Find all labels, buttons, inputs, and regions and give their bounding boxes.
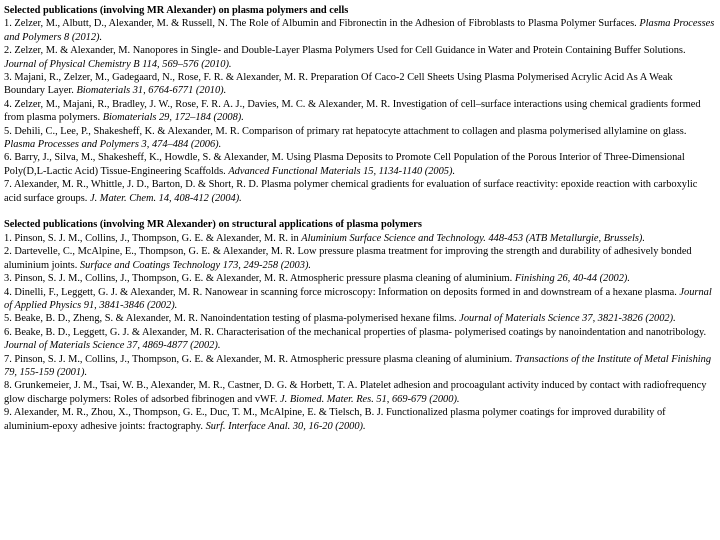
entry-journal: Biomaterials 29, 172–184 (2008). <box>102 112 244 124</box>
entry-journal: Surf. Interface Anal. 30, 16-20 (2000). <box>205 420 366 432</box>
entry-citation: 3. Pinson, S. J. M., Collins, J., Thompson, G. E. & Alexander, M. R. Atmospheric pressure plasma cleaning of aluminium. <box>4 273 515 285</box>
publication-entry <box>4 379 716 406</box>
entry-citation: 2. Zelzer, M. & Alexander, M. Nanopores in Single- and Double-Layer Plasma Polymers Used for Cell Guidance in Water and Protein Containing Buffer Solutions. <box>4 45 686 57</box>
entry-citation: 6. Barry, J., Silva, M., Shakesheff, K., Howdle, S. & Alexander, M. Using Plasma Deposits to Promote Cell Population of the Porous Interior of Three-Dimensional Poly(D,L-Lactic Acid) Tissue-Engineering Scaffolds. <box>4 152 685 177</box>
publication-entry <box>4 245 716 272</box>
publication-entry <box>4 286 716 313</box>
entry-journal: Journal of Materials Science 37, 3821-3826 (2002). <box>459 313 676 325</box>
entry-journal: Transactions of the Institute of Metal Finishing 79, 155-159 (2001). <box>4 353 712 378</box>
entry-citation: 6. Beake, B. D., Leggett, G. J. & Alexander, M. R. Characterisation of the mechanical properties of plasma- polymerised coatings by nanoindentation and nanotribology. <box>4 326 707 338</box>
entry-journal: J. Biomed. Mater. Res. 51, 669-679 (2000). <box>280 393 460 405</box>
entry-journal: J. Mater. Chem. 14, 408-412 (2004). <box>89 192 242 204</box>
section-title: Selected publications (involving MR Alexander) on structural applications of plasma polymers <box>4 219 422 231</box>
publication-entry <box>4 312 716 325</box>
publication-entry <box>4 44 716 71</box>
entry-citation: 4. Dinelli, F., Leggett, G. J. & Alexander, M. R. Nanowear in scanning force microscopy: Information on deposits formed in and downstream of a hexane plasma. <box>4 286 680 298</box>
entry-citation: 3. Majani, R., Zelzer, M., Gadegaard, N., Rose, F. R. & Alexander, M. R. Preparation Of Caco-2 Cell Sheets Using Plasma Polymerised Acrylic Acid As A Weak Boundary Layer. <box>4 72 673 97</box>
publication-entry <box>4 326 716 353</box>
publication-entry <box>4 151 716 178</box>
entry-journal: Plasma Processes and Polymers 3, 474–484 (2006). <box>4 139 222 151</box>
entry-citation: 8. Grunkemeier, J. M., Tsai, W. B., Alexander, M. R., Castner, D. G. & Horbett, T. A. Platelet adhesion and procoagulant activity induced by contact with radiofrequency glow discharge polymers: Roles of adsorbed fibrinogen and vWF. <box>4 380 707 405</box>
publication-entry <box>4 232 716 245</box>
entry-journal: Biomaterials 31, 6764-6771 (2010). <box>76 85 227 97</box>
entry-citation: 5. Dehili, C., Lee, P., Shakesheff, K. & Alexander, M. R. Comparison of primary rat hepatocyte attachment to collagen and plasma polymerised allylamine on glass. <box>4 125 687 137</box>
publication-entry <box>4 406 716 433</box>
entry-journal: Finishing 26, 40-44 (2002). <box>514 273 630 285</box>
publication-entry <box>4 71 716 98</box>
publication-entry <box>4 125 716 152</box>
entry-journal: Surface and Coatings Technology 173, 249-258 (2003). <box>79 259 312 271</box>
section-plasma-polymers-cells <box>4 4 716 205</box>
entry-citation: 2. Dartevelle, C., McAlpine, E., Thompson, G. E. & Alexander, M. R. Low pressure plasma treatment for improving the strength and durability of adhesively bonded aluminium joints. <box>4 246 692 271</box>
publication-entry <box>4 98 716 125</box>
section-title: Selected publications (involving MR Alexander) on plasma polymers and cells <box>4 5 349 16</box>
publication-entry <box>4 178 716 205</box>
section-structural-applications <box>4 218 716 433</box>
entry-citation: 4. Zelzer, M., Majani, R., Bradley, J. W., Rose, F. R. A. J., Davies, M. C. & Alexander, M. R. Investigation of cell–surface interactions using chemical gradients formed from plasma polymers. <box>4 98 701 124</box>
entry-citation: 7. Pinson, S. J. M., Collins, J., Thompson, G. E. & Alexander, M. R. Atmospheric pressure plasma cleaning of aluminium. <box>4 353 515 365</box>
entry-journal: Advanced Functional Materials 15, 1134-1140 (2005). <box>228 165 456 177</box>
entry-journal: Journal of Applied Physics 91, 3841-3846 (2002). <box>4 286 712 311</box>
entry-citation: 5. Beake, B. D., Zheng, S. & Alexander, M. R. Nanoindentation testing of plasma-polymerised hexane films. <box>4 313 460 325</box>
entry-citation: 7. Alexander, M. R., Whittle, J. D., Barton, D. & Short, R. D. Plasma polymer chemical gradients for evaluation of surface reactivity: epoxide reaction with carboxylic acid surface groups. <box>4 179 698 204</box>
entry-citation: 1. Zelzer, M., Albutt, D., Alexander, M. & Russell, N. The Role of Albumin and Fibronectin in the Adhesion of Fibroblasts to Plasma Polymer Surfaces. <box>4 18 640 30</box>
entry-citation: 9. Alexander, M. R., Zhou, X., Thompson, G. E., Duc, T. M., McAlpine, E. & Tielsch, B. J. Functionalized plasma polymer coatings for improved durability of aluminium-epoxy adhesive joints: fractography. <box>4 407 666 432</box>
entry-journal: Journal of Materials Science 37, 4869-4877 (2002). <box>4 340 221 352</box>
publication-entry <box>4 272 716 285</box>
entry-journal: Aluminium Surface Science and Technology. 448-453 (ATB Metallurgie, Brussels). <box>301 232 645 244</box>
publication-entry <box>4 17 716 44</box>
publication-entry <box>4 353 716 380</box>
entry-citation: 1. Pinson, S. J. M., Collins, J., Thompson, G. E. & Alexander, M. R. in <box>4 232 302 244</box>
entry-journal: Plasma Processes and Polymers 8 (2012). <box>4 18 715 43</box>
entry-journal: Journal of Physical Chemistry B 114, 569–576 (2010). <box>4 58 232 70</box>
